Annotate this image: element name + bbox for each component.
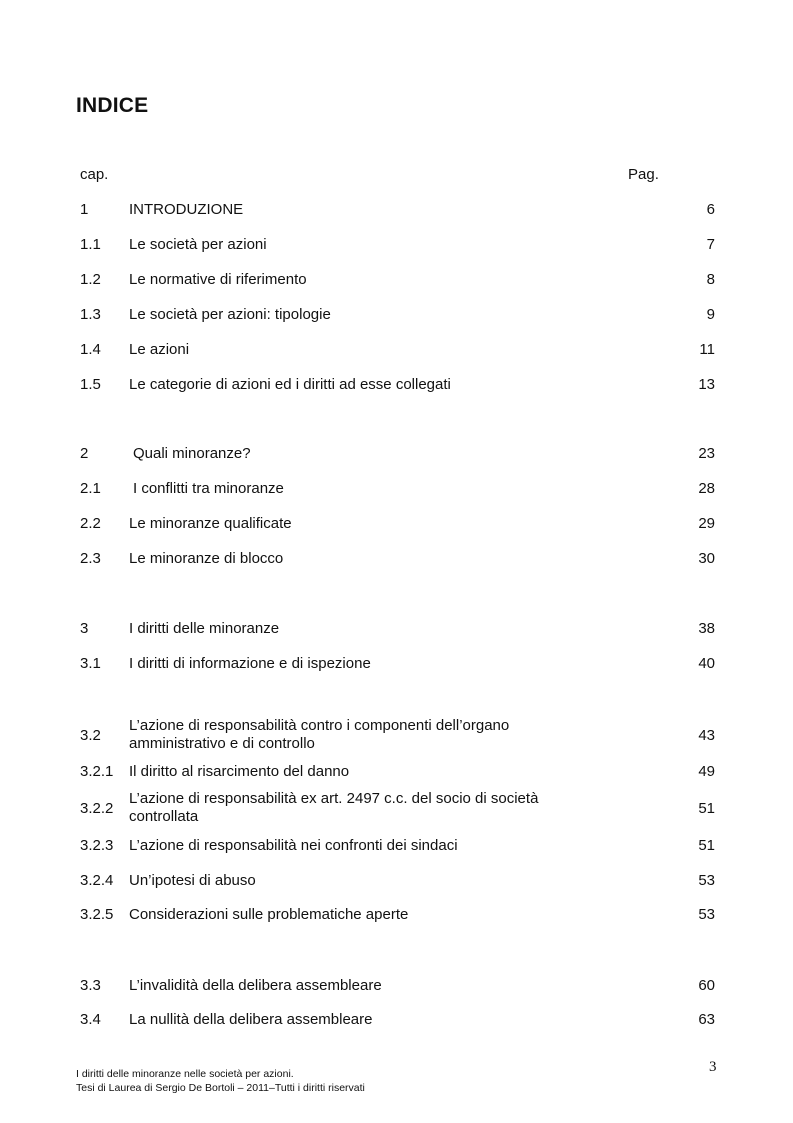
entry-page: 6 — [706, 201, 715, 218]
entry-page: 13 — [698, 376, 715, 393]
entry-title: L’azione di responsabilità ex art. 2497 c.c. del socio di società controllata — [129, 790, 539, 825]
toc-entry — [0, 717, 793, 755]
entry-page: 40 — [698, 655, 715, 672]
entry-page: 51 — [698, 837, 715, 854]
entry-title: Il diritto al risarcimento del danno — [129, 763, 350, 780]
entry-number: 3.2.2 — [80, 800, 114, 817]
entry-number: 2.1 — [80, 480, 101, 497]
entry-page: 30 — [698, 550, 715, 567]
entry-page: 43 — [698, 727, 715, 744]
entry-number: 3.4 — [80, 1011, 101, 1028]
footer-line-copyright: Tesi di Laurea di Sergio De Bortoli – 2011–Tutti i diritti riservati — [76, 1082, 365, 1094]
entry-number: 3.2 — [80, 727, 101, 744]
entry-title: Le società per azioni — [129, 236, 267, 253]
entry-number: 3.3 — [80, 977, 101, 994]
entry-page: 8 — [706, 271, 715, 288]
entry-title: Considerazioni sulle problematiche aperte — [129, 906, 409, 923]
entry-number: 3.2.5 — [80, 906, 114, 923]
entry-title: Le normative di riferimento — [129, 271, 307, 288]
entry-number: 1.4 — [80, 341, 101, 358]
entry-number: 3.2.3 — [80, 837, 114, 854]
entry-page: 53 — [698, 906, 715, 923]
entry-number: 3 — [80, 620, 89, 637]
page-footer — [76, 1067, 365, 1095]
pag-header: Pag. — [628, 166, 659, 183]
entry-title: I conflitti tra minoranze — [133, 480, 284, 497]
entry-page: 23 — [698, 445, 715, 462]
entry-title: Le azioni — [129, 341, 190, 358]
page-title: INDICE — [76, 94, 149, 117]
toc-entry — [0, 790, 793, 828]
entry-page: 28 — [698, 480, 715, 497]
footer-line-title: I diritti delle minoranze nelle società per azioni. — [76, 1068, 294, 1080]
entry-number: 2 — [80, 445, 89, 462]
entry-number: 1 — [80, 201, 89, 218]
entry-title: I diritti delle minoranze — [129, 620, 280, 637]
entry-title: INTRODUZIONE — [129, 201, 244, 218]
entry-number: 1.3 — [80, 306, 101, 323]
entry-title: La nullità della delibera assembleare — [129, 1011, 373, 1028]
entry-page: 53 — [698, 872, 715, 889]
entry-number: 1.1 — [80, 236, 101, 253]
entry-page: 11 — [699, 341, 715, 358]
entry-title: Le società per azioni: tipologie — [129, 306, 331, 323]
entry-number: 1.2 — [80, 271, 101, 288]
entry-number: 2.2 — [80, 515, 101, 532]
entry-number: 3.1 — [80, 655, 101, 672]
entry-page: 9 — [706, 306, 715, 323]
entry-page: 29 — [698, 515, 715, 532]
entry-title: L’azione di responsabilità nei confronti dei sindaci — [129, 837, 458, 854]
entry-page: 51 — [698, 800, 715, 817]
entry-title: I diritti di informazione e di ispezione — [129, 655, 371, 672]
entry-title: Quali minoranze? — [133, 445, 251, 462]
entry-page: 63 — [698, 1011, 715, 1028]
cap-header: cap. — [80, 166, 109, 183]
entry-page: 7 — [706, 236, 715, 253]
entry-title: L’invalidità della delibera assembleare — [129, 977, 382, 994]
entry-number: 2.3 — [80, 550, 101, 567]
entry-title: Un’ipotesi di abuso — [129, 872, 256, 889]
entry-number: 3.2.4 — [80, 872, 114, 889]
entry-title: Le minoranze qualificate — [129, 515, 292, 532]
entry-title: L’azione di responsabilità contro i componenti dell’organo amministrativo e di controllo — [129, 717, 510, 752]
entry-page: 60 — [698, 977, 715, 994]
entry-title: Le categorie di azioni ed i diritti ad esse collegati — [129, 376, 451, 393]
entry-number: 1.5 — [80, 376, 101, 393]
page-number: 3 — [709, 1059, 717, 1075]
entry-page: 38 — [698, 620, 715, 637]
entry-title: Le minoranze di blocco — [129, 550, 284, 567]
entry-page: 49 — [698, 763, 715, 780]
entry-number: 3.2.1 — [80, 763, 114, 780]
